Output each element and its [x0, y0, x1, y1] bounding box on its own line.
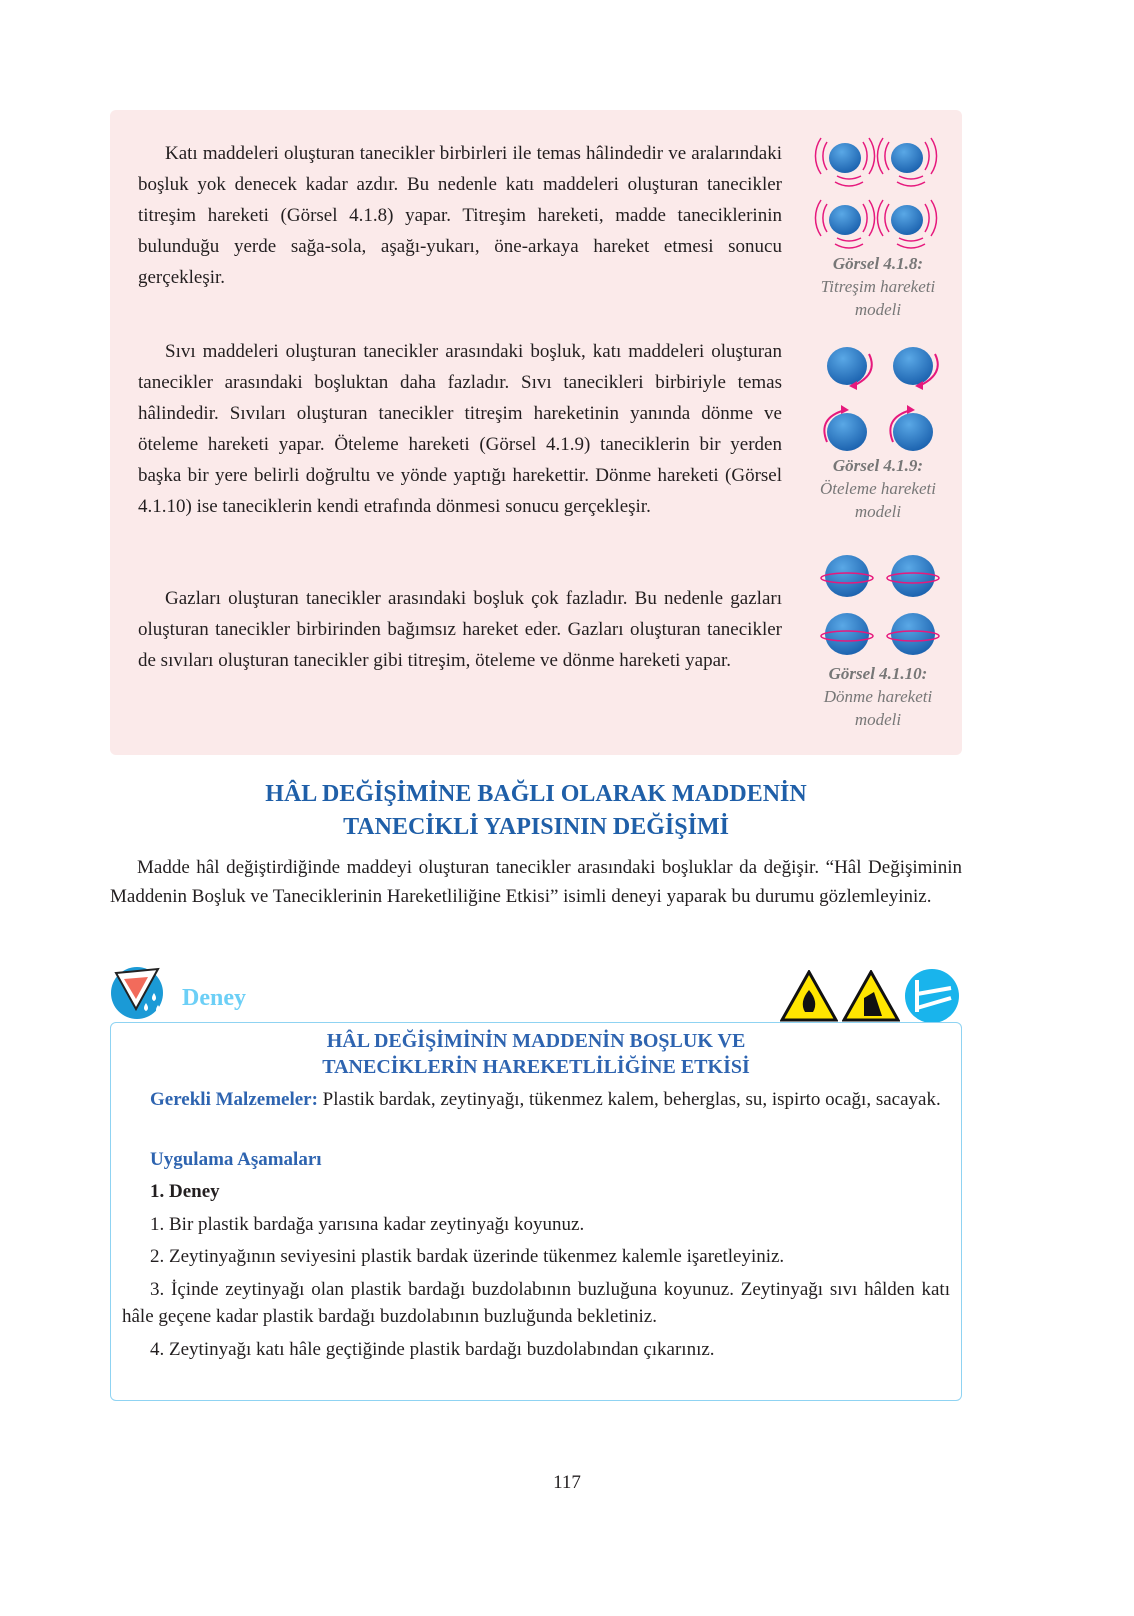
- step-item: 4. Zeytinyağı katı hâle geçtiğinde plastik bardağı buzdolabından çıkarınız.: [150, 1339, 715, 1360]
- step-item: 3. İçinde zeytinyağı olan plastik bardağı buzdolabının buzluğuna koyunuz. Zeytinyağı sıvı hâlden katı hâle geçene kadar plastik bardağı buzdolabının buzluğunda bekletiniz.: [122, 1279, 950, 1327]
- figure-label: Görsel 4.1.8:: [832, 254, 924, 273]
- experiment-icon: [110, 965, 166, 1021]
- title-line: TANECİKLERİN HAREKETLİLİĞİNE ETKİSİ: [322, 1056, 750, 1078]
- materials: [122, 1086, 950, 1113]
- step-item: 2. Zeytinyağının seviyesini plastik bardak üzerinde tükenmez kalemle işaretleyiniz.: [150, 1246, 785, 1267]
- vibration-model-icon: [813, 128, 943, 252]
- paragraph-solids: Katı maddeleri oluşturan tanecikler birbirleri ile temas hâlindedir ve aralarındaki boşluk yok denecek kadar azdır. Bu nedenle katı maddeleri oluşturan tanecikler titreşim hareketi (Görsel 4.1.8) yapar. Titreşim hareketi, madde taneciklerinin bulunduğu yerde sağa-sola, aşağı-yukarı, öne-arkaya hareket etmesi sonucu gerçekleşir.: [138, 143, 782, 288]
- figure-translation: [808, 342, 948, 523]
- materials-text: Plastik bardak, zeytinyağı, tükenmez kalem, beherglas, su, ispirto ocağı, sacayak.: [322, 1089, 941, 1110]
- section-title: [110, 778, 962, 844]
- paragraph-gases: Gazları oluşturan tanecikler arasındaki boşluk çok fazladır. Bu nedenle gazları oluşturan tanecikler birbirinden bağımsız hareket eder. Gazları oluşturan tanecikler de sıvıları oluşturan tanecikler gibi titreşim, öteleme ve dönme hareketi yapar.: [138, 588, 782, 671]
- step-item: 1. Bir plastik bardağa yarısına kadar zeytinyağı koyunuz.: [150, 1214, 585, 1235]
- steps-heading: Uygulama Aşamaları: [150, 1149, 322, 1170]
- figure-caption: Öteleme hareketi modeli: [820, 479, 936, 521]
- experiment-label: Deney: [182, 985, 246, 1011]
- figure-caption: Dönme hareketi modeli: [823, 687, 933, 729]
- figure-label: Görsel 4.1.9:: [832, 456, 924, 475]
- translation-model-icon: [813, 342, 943, 454]
- sub-heading: 1. Deney: [150, 1181, 220, 1202]
- flammable-warning-icon: [780, 970, 838, 1022]
- figure-vibration: [808, 128, 948, 321]
- figure-caption: Titreşim hareketi modeli: [820, 277, 936, 319]
- paragraph-liquids: Sıvı maddeleri oluşturan tanecikler arasındaki boşluk, katı maddeleri oluşturan tanecikler arasındaki boşluktan daha fazladır. Sıvı tanecikleri birbiriyle temas hâlindedir. Sıvıları oluşturan tanecikler titreşim hareketinin yanında dönme ve öteleme hareketi yapar. Öteleme hareketi (Görsel 4.1.9) taneciklerin bir yerden başka bir yere belirli doğrultu ve yönde yaptığı harekettir. Dönme hareketi (Görsel 4.1.10) ise taneciklerin kendi etrafında dönmesi sonucu gerçekleşir.: [138, 341, 782, 517]
- experiment-title: [110, 1028, 962, 1080]
- materials-label: Gerekli Malzemeler:: [150, 1089, 318, 1110]
- lab-equipment-icon: [903, 968, 961, 1024]
- figure-rotation: [808, 550, 948, 731]
- title-line: HÂL DEĞİŞİMİNİN MADDENİN BOŞLUK VE: [326, 1030, 746, 1052]
- section-intro: Madde hâl değiştirdiğinde maddeyi oluşturan tanecikler arasındaki boşluklar da değişir. “Hâl Değişiminin Maddenin Boşluk ve Taneciklerinin Hareketliliğine Etkisi” isimli deneyi yaparak bu durumu gözlemleyiniz.: [110, 857, 962, 907]
- title-line: TANECİKLİ YAPISININ DEĞİŞİMİ: [343, 814, 729, 840]
- title-line: HÂL DEĞİŞİMİNE BAĞLI OLARAK MADDENİN: [265, 781, 807, 807]
- page-number: 117: [553, 1472, 581, 1493]
- rotation-model-icon: [813, 550, 943, 662]
- figure-label: Görsel 4.1.10:: [828, 664, 928, 683]
- hazard-warning-icon: [842, 970, 900, 1022]
